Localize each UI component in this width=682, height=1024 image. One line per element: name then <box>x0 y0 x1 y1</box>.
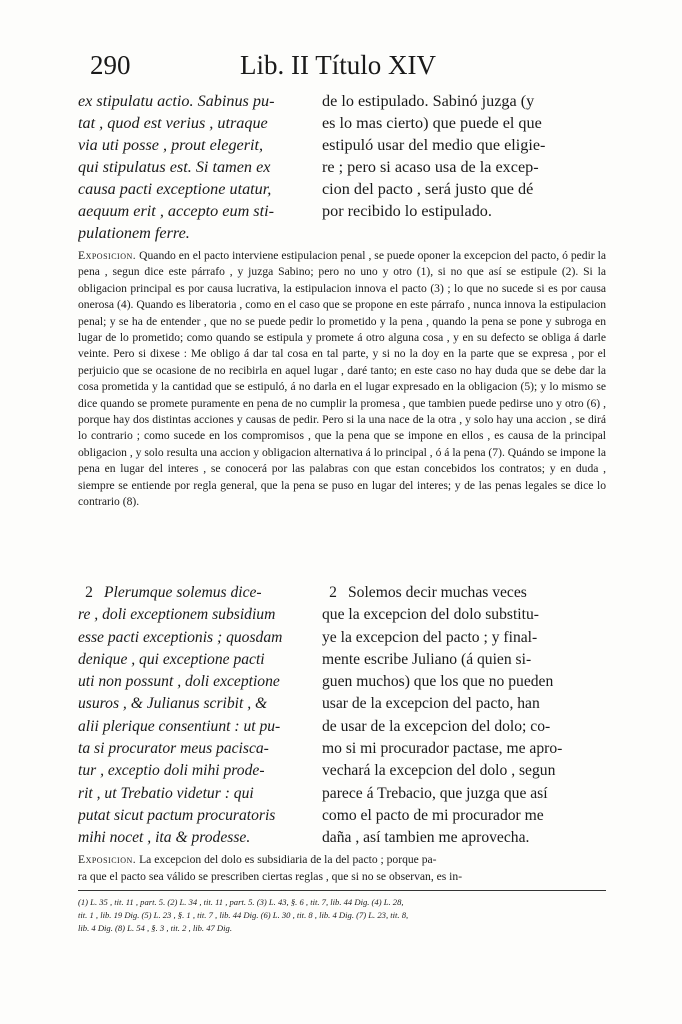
spanish-line: de usar de la excepcion del dolo; co- <box>322 717 551 735</box>
spanish-line: ye la excepcion del pacto ; y final- <box>322 628 538 646</box>
spanish-line: mo si mi procurador pactase, me apro- <box>322 740 563 758</box>
latin-line: qui stipulatus est. Si tamen ex <box>78 158 271 176</box>
spanish-line: cion del pacto , será justo que dé <box>322 180 534 198</box>
page-number: 290 <box>90 50 131 80</box>
footnote-line: lib. 4 Dig. (8) L. 54 , §. 3 , tit. 2 , lib. 47 Dig. <box>78 923 232 933</box>
footnotes <box>78 896 606 935</box>
latin-line: tat , quod est verius , utraque <box>78 114 268 132</box>
section-number: 2 <box>85 584 93 601</box>
latin-line: causa pacti exceptione utatur, <box>78 180 272 198</box>
spanish-line: parece á Trebacio, que juzga que así <box>322 784 548 802</box>
spanish-line: guen muchos) que los que no pueden <box>322 673 554 691</box>
exposicion-text: ra que el pacto sea válido se prescriben ciertas reglas , que si no se observan, es in- <box>78 870 463 883</box>
footnote-line: (1) L. 35 , tit. 11 , part. 5. (2) L. 34 , tit. 11 , part. 5. (3) L. 43, §. 6 , tit. 7, lib. 44 Dig. (4) L. 28, <box>78 897 404 907</box>
latin-line: putat sicut pactum procuratoris <box>78 806 276 824</box>
latin-line: re , doli exceptionem subsidium <box>78 606 276 624</box>
exposicion-paragraph-2 <box>78 851 606 885</box>
spanish-line: vechará la excepcion del dolo , segun <box>322 762 556 780</box>
spanish-line: re ; pero si acaso usa de la excep- <box>322 158 539 176</box>
latin-line: rit , ut Trebatio videtur : qui <box>78 784 254 802</box>
spanish-line: daña , así tambien me aprovecha. <box>322 829 530 847</box>
spanish-line: por recibido lo estipulado. <box>322 202 492 220</box>
section-number: 2 <box>329 584 337 601</box>
spanish-column-2 <box>322 582 602 850</box>
latin-line: pulationem ferre. <box>78 224 190 242</box>
exposicion-label: Exposicion. <box>78 249 137 262</box>
spanish-line: 2 Solemos decir muchas veces <box>322 582 602 604</box>
latin-line: aequum erit , accepto eum sti- <box>78 202 274 220</box>
spanish-column-1 <box>322 90 602 222</box>
exposicion-paragraph-1 <box>78 248 606 511</box>
latin-line: denique , qui exceptione pacti <box>78 650 265 668</box>
latin-column-1 <box>78 90 306 244</box>
latin-line: ta si procurator meus pacisca- <box>78 740 269 758</box>
spanish-line: usar de la excepcion del pacto, han <box>322 695 540 713</box>
running-head: Lib. II Título XIV <box>240 50 436 80</box>
footnote-divider <box>78 890 606 891</box>
exposicion-label: Exposicion. <box>78 853 137 866</box>
latin-line: tur , exceptio doli mihi prode- <box>78 762 265 780</box>
page-header <box>90 50 630 84</box>
spanish-line: mente escribe Juliano (á quien si- <box>322 650 532 668</box>
latin-line: usuros , & Julianus scribit , & <box>78 695 268 713</box>
spanish-line: es lo mas cierto) que puede el que <box>322 114 542 132</box>
footnote-line: tit. 1 , lib. 19 Dig. (5) L. 23 , §. 1 , tit. 7 , lib. 44 Dig. (6) L. 30 , tit. 8 , lib. 4 Dig. (7) L. 23, tit. 8, <box>78 910 409 920</box>
latin-line: alii plerique consentiunt : ut pu- <box>78 717 281 735</box>
latin-line: mihi nocet , ita & prodesse. <box>78 829 251 847</box>
spanish-line: que la excepcion del dolo substitu- <box>322 606 539 624</box>
spanish-line: estipuló usar del medio que eligie- <box>322 136 546 154</box>
latin-line: ex stipulatu actio. Sabinus pu- <box>78 92 275 110</box>
exposicion-text: La excepcion del dolo es subsidiaria de la del pacto ; porque pa- <box>139 853 437 866</box>
latin-line: via uti posse , prout elegerit, <box>78 136 264 154</box>
exposicion-text: Quando en el pacto interviene estipulacion penal , se puede oponer la excepcion del pacto, ó pedir la pena , segun dice este párrafo , y juzga Sabino; pero no uno y otro (1), si no que así se estipule (2). Si la obligacion principal es por causa lucrativa, la estipulacion innova el pacto (3) ; lo que no sucede si es por causa onerosa (4). Quando es liberatoria , como en el caso que se propone en este párrafo , nunca innova la estipulacion penal; y se ha de entender , que no se puede pedir lo prometido y la pena , quando la pena se pone y subroga en lugar de lo prometido; como quando se estipula y promete á otro alguna cosa , y en su defecto se obliga á darle veinte. Pero si dixese : Me obligo á dar tal cosa en tal parte, y si no la doy en la parte que se expresa , por el perjuicio que se ocasione de no recibirla en aquel lugar , daré tanto; en este caso no hay duda que se debe dar la cosa prometida y la cantidad que se estipuló, á no darla en el lugar expresado en la obligacion (5); y lo mismo se dice quando se promete puramente en pena de no cumplir la promesa , que tambien puede pedirse uno y otro (6) , porque hay dos distintas acciones y causas de pedir. Pero si la una nace de la otra , y solo hay una accion , se dirá lo contrario ; como sucede en los compromisos , que la pena que se impone en ellos , es causa de la principal obligacion , y solo resulta una accion y obligacion alternativa á lo principal , ó á la pena (7). Quándo se impone la pena en lugar del interes , se conocerá por las palabras con que estan concebidos los contratos; y en duda , siempre se entiende por regla general, que la pena se puso en lugar del interes; y de las penas legales se dice lo contrario (8). <box>78 249 606 509</box>
latin-line: uti non possunt , doli exceptione <box>78 673 280 691</box>
latin-line: esse pacti exceptionis ; quosdam <box>78 628 283 646</box>
spanish-line: como el pacto de mi procurador me <box>322 806 544 824</box>
latin-line: 2 Plerumque solemus dice- <box>78 582 306 604</box>
spanish-line: de lo estipulado. Sabinó juzga (y <box>322 92 535 110</box>
latin-column-2 <box>78 582 306 850</box>
